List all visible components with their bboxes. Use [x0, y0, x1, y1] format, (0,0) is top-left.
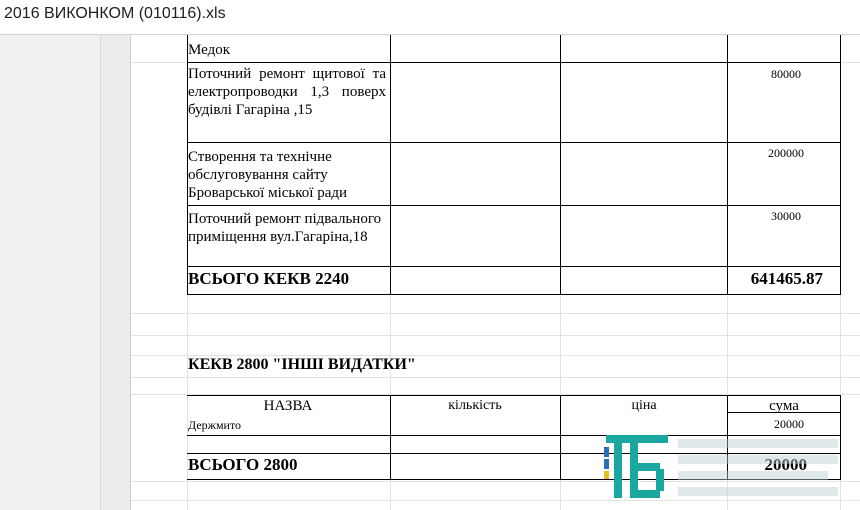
table-cell-sum: 30000	[771, 209, 801, 223]
watermark	[600, 425, 840, 510]
table-cell-name: Медок	[188, 42, 231, 58]
table-border	[187, 205, 840, 206]
table-border	[187, 266, 840, 267]
column-header-sum: сума	[769, 398, 799, 414]
gridline	[131, 377, 860, 378]
table-cell-sum: 200000	[768, 146, 804, 160]
table-border	[840, 35, 841, 295]
table-border	[560, 35, 561, 295]
total-sum: 20000	[764, 455, 807, 474]
table-cell-name: Створення та технічне обслуговування сайту Броварської міської ради	[188, 149, 348, 201]
column-header-price: ціна	[631, 398, 657, 413]
total-label: ВСЬОГО 2800	[188, 455, 298, 474]
table-border	[840, 395, 841, 480]
table-cell-name: Поточний ремонт підвального приміщення вул.Гагаріна,18	[188, 211, 382, 245]
table-cell-sum: 20000	[774, 417, 804, 431]
row-gutter	[100, 35, 131, 510]
total-label: ВСЬОГО КЕКВ 2240	[188, 269, 350, 288]
table-cell-name: Поточний ремонт щитової та електропроводки 1,3 поверх будівлі Гагаріна ,15	[188, 66, 386, 118]
document-title: 2016 ВИКОНКОМ (010116).xls	[4, 5, 226, 22]
table-border	[187, 294, 840, 295]
tb-logo-icon	[600, 425, 670, 510]
section-heading: КЕКВ 2800 "ІНШІ ВИДАТКИ"	[188, 356, 416, 373]
column-header-name: НАЗВА	[263, 398, 313, 414]
table-cell-sum: 80000	[771, 67, 801, 81]
title-bar	[0, 0, 860, 35]
total-sum: 641465.87	[750, 269, 823, 288]
table-border	[727, 35, 728, 295]
column-header-qty: кількість	[448, 398, 502, 413]
spreadsheet-viewer[interactable]	[0, 35, 860, 510]
table-border	[187, 62, 840, 63]
table-cell-name: Держмито	[188, 418, 242, 432]
table-border	[187, 395, 840, 396]
gridline	[131, 335, 860, 336]
table-border	[187, 142, 840, 143]
table-border	[390, 35, 391, 295]
gridline	[131, 313, 860, 314]
